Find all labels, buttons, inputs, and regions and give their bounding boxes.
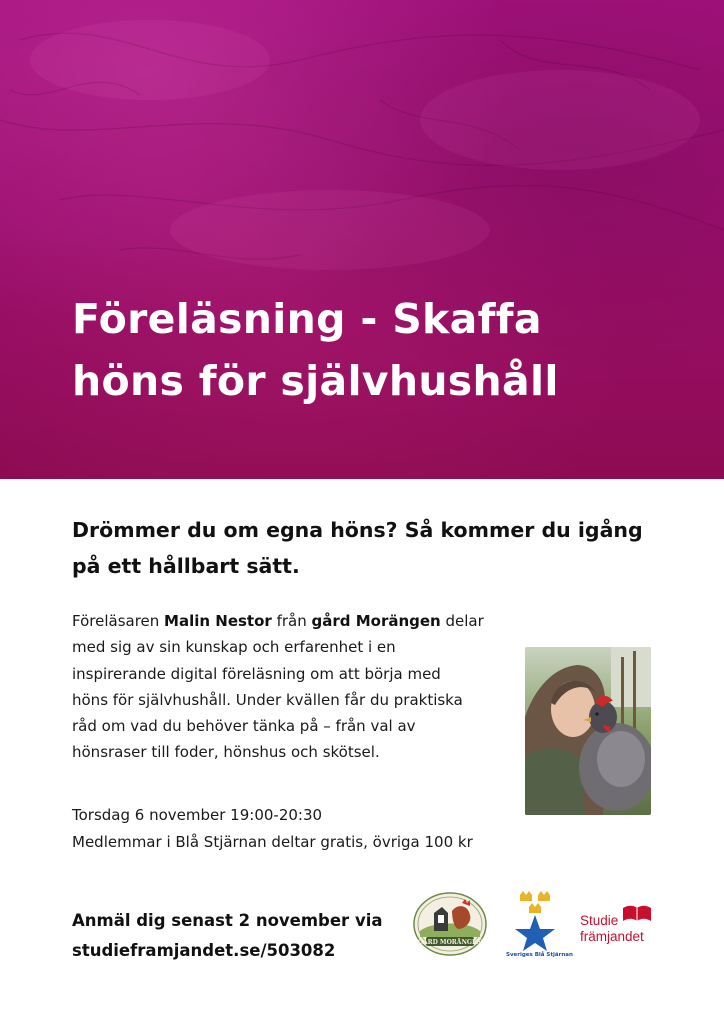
title-line-2: höns för självhushåll bbox=[72, 357, 559, 405]
description-line-4: höns för självhushåll. Under kvällen får du praktiska bbox=[72, 690, 463, 709]
cta-line-1: Anmäl dig senast 2 november via bbox=[72, 911, 383, 930]
description-line-3: inspirerande digital föreläsning om att börja med bbox=[72, 664, 441, 683]
gard-morangen-logo bbox=[412, 891, 488, 957]
lead-heading bbox=[72, 512, 672, 584]
speaker-photo bbox=[525, 647, 651, 815]
lead-line-2: på ett hållbart sätt. bbox=[72, 554, 300, 578]
description-line-1 bbox=[72, 608, 522, 634]
registration-link[interactable]: studieframjandet.se/503082 bbox=[72, 941, 336, 960]
studie-word: Studie bbox=[580, 913, 619, 928]
lead-line-1: Drömmer du om egna höns? Så kommer du igång bbox=[72, 518, 643, 542]
event-title bbox=[72, 288, 672, 412]
studiefranjandet-logo bbox=[578, 904, 654, 950]
hero-banner bbox=[0, 0, 724, 479]
framjandet-word: främjandet bbox=[580, 929, 644, 944]
crowned-star-icon bbox=[506, 889, 564, 951]
morangen-logo-text: GÅRD MORÄNGEN bbox=[417, 939, 483, 946]
registration-cta bbox=[72, 906, 412, 966]
description-line-5: råd om vad du behöver tänka på – från val av bbox=[72, 717, 416, 736]
event-date: Torsdag 6 november 19:00-20:30 bbox=[72, 806, 323, 824]
event-info bbox=[72, 802, 532, 855]
title-line-1: Föreläsning - Skaffa bbox=[72, 295, 542, 343]
speaker-name: Malin Nestor bbox=[164, 612, 272, 630]
description-text: delar bbox=[440, 612, 484, 630]
description-text: från bbox=[271, 612, 312, 630]
description-line-2: med sig av sin kunskap och erfarenhet i en bbox=[72, 638, 396, 657]
farm-name: gård Morängen bbox=[311, 612, 441, 630]
bla-stjarnan-logo bbox=[506, 889, 573, 961]
event-price: Medlemmar i Blå Stjärnan deltar gratis, övriga 100 kr bbox=[72, 832, 473, 851]
book-icon bbox=[622, 904, 652, 922]
bla-stjarnan-label: Sveriges Blå Stjärnan bbox=[506, 952, 573, 958]
description-text: Föreläsaren bbox=[72, 612, 165, 630]
description-line-6: hönsraser till foder, hönshus och skötsel. bbox=[72, 743, 380, 762]
description-paragraph bbox=[72, 608, 522, 766]
